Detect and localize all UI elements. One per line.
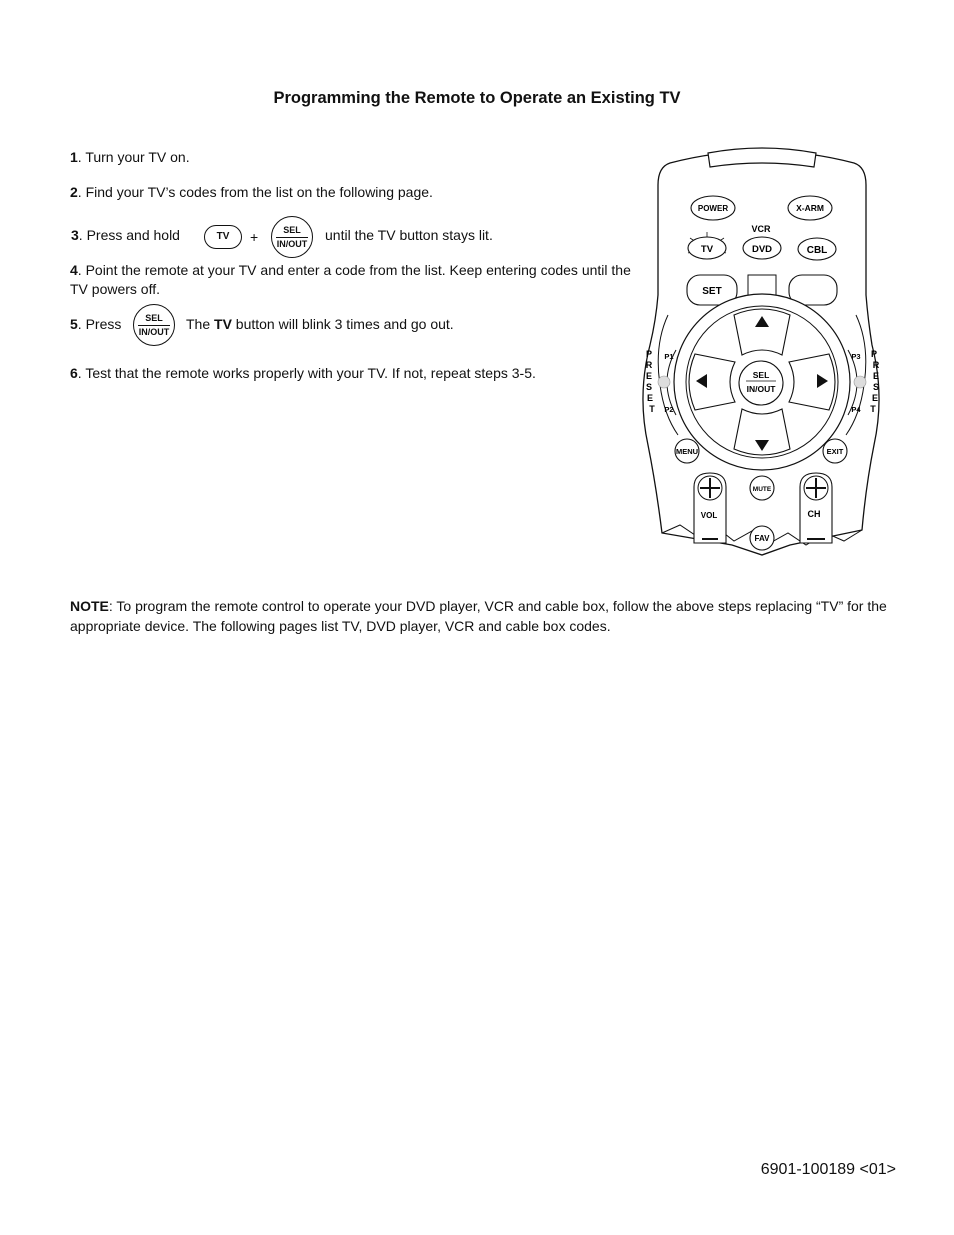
- power-label: POWER: [697, 204, 729, 213]
- note-label: NOTE: [70, 598, 109, 614]
- up-button: [734, 309, 790, 355]
- preset-letter: E: [646, 393, 654, 403]
- exit-label: EXIT: [826, 447, 844, 456]
- sel-in-out-button: [739, 361, 783, 405]
- step-number: 3: [71, 227, 79, 243]
- set-label: SET: [702, 286, 722, 297]
- dvd-label: DVD: [751, 244, 773, 255]
- preset-letter: E: [645, 371, 653, 381]
- step-text: . Test that the remote works properly with your TV. If not, repeat steps 3-5.: [77, 365, 536, 381]
- step-number: 2: [70, 184, 78, 200]
- step-6: [70, 364, 536, 383]
- cbl-label: CBL: [806, 245, 828, 256]
- fav-label: FAV: [754, 534, 770, 543]
- divider-line: [276, 237, 308, 238]
- sel-label: SEL: [283, 225, 301, 235]
- preset-left-indicator: [658, 376, 670, 388]
- step-number: 1: [70, 149, 78, 165]
- divider-line: [138, 325, 170, 326]
- preset-letter: E: [871, 393, 879, 403]
- step-5: [70, 315, 121, 334]
- preset-letter: T: [649, 404, 655, 414]
- step-number: 4: [70, 262, 78, 278]
- step-1: [70, 148, 190, 167]
- note-paragraph: [70, 596, 890, 636]
- p3-label: P3: [851, 352, 861, 361]
- right-button: [789, 354, 835, 410]
- document-code: 6901-100189 <01>: [760, 1161, 896, 1178]
- step-text: . Turn your TV on.: [77, 149, 190, 165]
- p1-label: P1: [664, 352, 674, 361]
- step-text: . Point the remote at your TV and enter a code from the list. Keep entering codes until the TV powers off.: [70, 262, 631, 297]
- step-number: 5: [70, 316, 78, 332]
- sel-label: SEL: [752, 370, 770, 380]
- sel-in-out-button-illustration: [133, 304, 175, 346]
- preset-letter: S: [645, 382, 653, 392]
- p4-label: P4: [851, 405, 861, 414]
- plus-sign: +: [250, 229, 259, 245]
- menu-label: MENU: [675, 447, 699, 456]
- in-out-label: IN/OUT: [138, 327, 170, 337]
- tv-button-illustration: TV: [204, 225, 242, 249]
- step-text: . Press and hold: [78, 227, 180, 243]
- step-text: The: [186, 316, 215, 332]
- remote-control-illustration: [640, 145, 885, 565]
- preset-letter: P: [870, 349, 878, 359]
- preset-letter: S: [872, 382, 880, 392]
- step-text: button will blink 3 times and go out.: [231, 316, 454, 332]
- tv-label: TV: [700, 244, 714, 255]
- sel-in-out-button-illustration: [271, 216, 313, 258]
- in-out-label: IN/OUT: [746, 384, 776, 394]
- note-text: : To program the remote control to operate your DVD player, VCR and cable box, follow the above steps replacing “TV” for the appropriate device. The following pages list TV, DVD player, VCR and cable box codes.: [70, 598, 887, 634]
- preset-right-indicator: [854, 376, 866, 388]
- x-arm-label: X-ARM: [796, 203, 824, 213]
- preset-letter: P: [645, 349, 653, 359]
- step-3: [71, 226, 180, 245]
- step-text-bold: TV: [214, 316, 232, 332]
- step-text: . Find your TV’s codes from the list on the following page.: [77, 184, 433, 200]
- vol-label: VOL: [700, 511, 718, 520]
- preset-letter: R: [645, 360, 653, 370]
- in-out-label: IN/OUT: [276, 239, 308, 249]
- step-number: 6: [70, 365, 78, 381]
- p2-label: P2: [664, 405, 674, 414]
- step-2: [70, 183, 433, 202]
- ch-label: CH: [807, 509, 821, 519]
- preset-letter: T: [870, 404, 876, 414]
- step-4: [70, 261, 635, 299]
- sel-label: SEL: [145, 313, 163, 323]
- step-5-suffix: [186, 315, 454, 334]
- step-text: . Press: [77, 316, 122, 332]
- page-title: Programming the Remote to Operate an Existing TV: [273, 89, 681, 107]
- preset-letter: R: [872, 360, 880, 370]
- preset-letter: E: [872, 371, 880, 381]
- left-button: [689, 354, 735, 410]
- mute-label: MUTE: [752, 486, 772, 493]
- vcr-label: VCR: [751, 224, 771, 234]
- step-3-suffix: until the TV button stays lit.: [325, 227, 493, 243]
